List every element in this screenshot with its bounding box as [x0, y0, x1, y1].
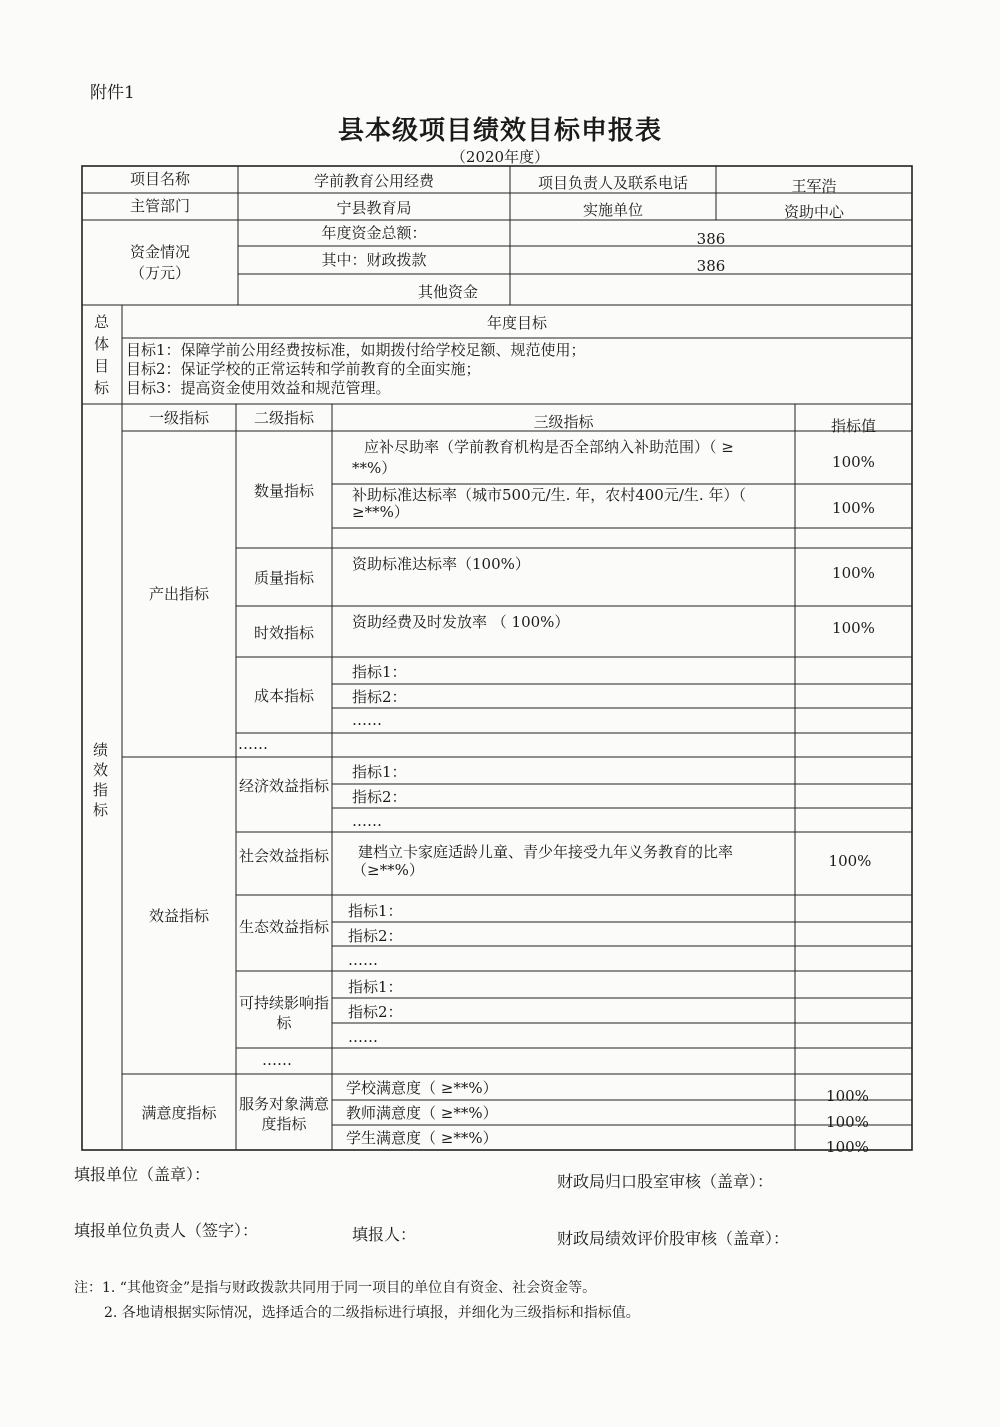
econ-ellipsis: …… [352, 812, 382, 830]
dept-label: 主管部门 [129, 197, 190, 215]
footer-unit-stamp: 填报单位（盖章）： [74, 1165, 211, 1184]
footer-perf-review: 财政局绩效评价股审核（盖章）： [557, 1229, 790, 1248]
level2-timeliness: 时效指标 [253, 624, 314, 642]
indicator-q1: 应补尽助率（学前教育机构是否全部纳入补助范围）（ ≥ [364, 438, 734, 456]
indicator-q2-cont: ≥**%） [352, 503, 409, 521]
funds-other-label: 其他资金 [418, 283, 479, 301]
col-value: 指标值 [830, 417, 876, 435]
cost-ind2: 指标2： [352, 688, 407, 706]
level2-quantity: 数量指标 [253, 482, 314, 500]
funds-total-label: 年度资金总额： [321, 224, 427, 242]
econ-ind2: 指标2： [352, 788, 407, 806]
sustain-ellipsis: …… [348, 1028, 378, 1046]
goals-side-3: 目 [94, 357, 110, 375]
note-1: 注：1. “其他资金”是指与财政拨款共同用于同一项目的单位自有资金、社会资金等。 [74, 1280, 597, 1296]
footer-finance-review: 财政局归口股室审核（盖章）： [557, 1172, 774, 1191]
value-sat2: 100% [826, 1113, 869, 1131]
eco-ind1: 指标1： [348, 902, 403, 920]
indicator-sat1: 学校满意度（ ≥**%） [346, 1079, 498, 1097]
indicator-ql1: 资助标准达标率（100%） [352, 555, 530, 573]
value-q1: 100% [832, 453, 875, 471]
value-s1: 100% [828, 852, 872, 870]
level2-econ: 经济效益指标 [238, 777, 329, 795]
level1-output: 产出指标 [148, 585, 209, 603]
indicator-sat2: 教师满意度（ ≥**%） [346, 1104, 498, 1122]
cost-ind1: 指标1： [352, 663, 407, 681]
cost-ellipsis: …… [352, 711, 382, 729]
perf-side-3: 指 [93, 781, 109, 799]
indicator-sat3: 学生满意度（ ≥**%） [346, 1129, 498, 1147]
level2-service: 服务对象满意度指标 [238, 1095, 329, 1133]
goal-item: 目标1：保障学前公用经费按标准，如期拨付给学校足额、规范使用； [126, 341, 586, 359]
note-2: 2. 各地请根据实际情况，选择适合的二级指标进行填报，并细化为三级指标和指标值。 [104, 1305, 640, 1321]
funds-unit: （万元） [129, 264, 190, 282]
indicator-t1: 资助经费及时发放率 （ 100%） [352, 613, 570, 631]
level2-quality: 质量指标 [253, 569, 314, 587]
level2-cost: 成本指标 [253, 687, 314, 705]
goals-side-4: 标 [94, 379, 110, 397]
benefit-ellipsis: …… [262, 1051, 292, 1069]
perf-side-4: 标 [93, 801, 109, 819]
project-contact-value: 王军浩 [791, 177, 837, 195]
project-name-value: 学前教育公用经费 [313, 172, 434, 190]
level1-benefit: 效益指标 [148, 907, 209, 925]
value-sat3: 100% [826, 1138, 869, 1156]
col-level1: 一级指标 [148, 409, 209, 427]
page-title: 县本级项目绩效目标申报表 [337, 116, 662, 146]
value-q2: 100% [832, 499, 875, 517]
indicator-q1-cont: **%） [352, 459, 397, 477]
col-level3: 三级指标 [533, 413, 594, 431]
value-sat1: 100% [826, 1087, 869, 1105]
indicator-s1: 建档立卡家庭适龄儿童、青少年接受九年义务教育的比率 [358, 843, 734, 861]
indicator-q2: 补助标准达标率（城市500元/生. 年，农村400元/生. 年）（ [352, 486, 746, 504]
footer-filler: 填报人： [352, 1225, 417, 1244]
attachment-label: 附件1 [90, 83, 135, 103]
level2-social: 社会效益指标 [238, 847, 329, 865]
value-ql1: 100% [832, 564, 875, 582]
goals-side-1: 总 [94, 313, 110, 331]
goals-header: 年度目标 [486, 314, 547, 332]
funds-fiscal-label: 其中：财政拨款 [321, 251, 427, 269]
unit-value: 资助中心 [783, 203, 844, 221]
funds-label: 资金情况 [129, 243, 190, 261]
level2-eco: 生态效益指标 [238, 918, 329, 936]
output-ellipsis: …… [238, 735, 268, 753]
sustain-ind1: 指标1： [348, 978, 403, 996]
value-t1: 100% [832, 619, 875, 637]
indicator-s1-cont: （≥**%） [352, 861, 424, 879]
report-year: （2020年度） [450, 148, 550, 166]
perf-side-1: 绩 [93, 741, 109, 759]
funds-fiscal-value: 386 [696, 257, 726, 275]
sustain-ind2: 指标2： [348, 1003, 403, 1021]
econ-ind1: 指标1： [352, 763, 407, 781]
eco-ind2: 指标2： [348, 927, 403, 945]
project-contact-label: 项目负责人及联系电话 [537, 174, 688, 192]
project-name-label: 项目名称 [129, 170, 190, 188]
perf-side-2: 效 [93, 761, 109, 779]
goal-item: 目标2：保证学校的正常运转和学前教育的全面实施； [126, 360, 481, 378]
dept-value: 宁县教育局 [336, 199, 412, 217]
col-level2: 二级指标 [253, 409, 314, 427]
goals-side-2: 体 [94, 335, 110, 353]
eco-ellipsis: …… [348, 951, 378, 969]
level1-satisfaction: 满意度指标 [141, 1104, 217, 1122]
level2-sustain: 可持续影响指标 [238, 994, 329, 1032]
funds-total-value: 386 [696, 230, 726, 248]
goal-item: 目标3：提高资金使用效益和规范管理。 [126, 379, 391, 397]
footer-unit-head: 填报单位负责人（签字）： [74, 1221, 259, 1240]
unit-label: 实施单位 [582, 201, 643, 219]
